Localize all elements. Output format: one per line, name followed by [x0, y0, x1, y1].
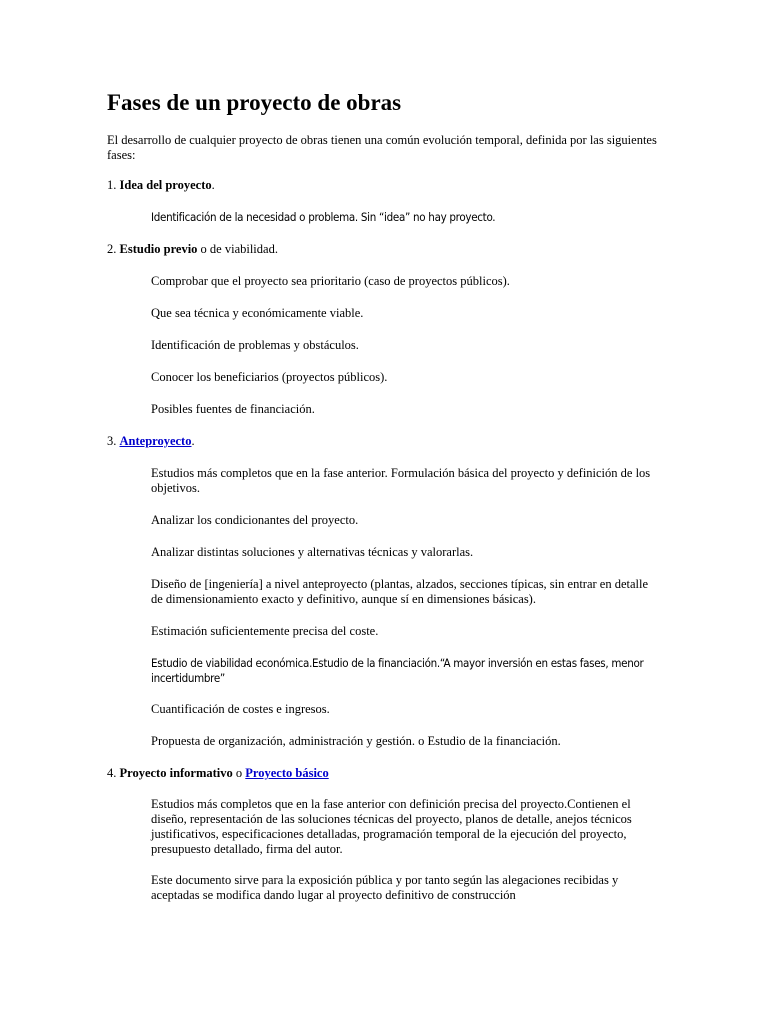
intro-paragraph: El desarrollo de cualquier proyecto de obras tienen una común evolución temporal, definida por las siguientes fases: [107, 133, 657, 162]
phase-3-number: 3. [107, 434, 120, 448]
phase-4-title: Proyecto informativo [119, 766, 233, 780]
phase-3-item: Diseño de [ingeniería] a nivel anteproyecto (plantas, alzados, secciones típicas, sin entrar en detalle de dimensionamiento exacto y definitivo, aunque sí en dimensiones básicas). [151, 577, 649, 606]
phase-3-item: Propuesta de organización, administración y gestión. o Estudio de la financiación. [151, 734, 561, 748]
phase-3-heading [107, 434, 667, 449]
phase-3-item: Analizar los condicionantes del proyecto. [151, 513, 359, 527]
phase-3-item: Estudio de viabilidad económica.Estudio de la financiación.“A mayor inversión en estas fases, menor incertidumbre” [151, 656, 644, 685]
proyecto-basico-link[interactable]: Proyecto básico [245, 766, 329, 780]
phase-2-item: Conocer los beneficiarios (proyectos públicos). [151, 370, 388, 384]
phase-3-item: Cuantificación de costes e ingresos. [151, 702, 330, 716]
phase-1-item: Identificación de la necesidad o problema. Sin “idea” no hay proyecto. [151, 210, 496, 224]
phase-2-item: Identificación de problemas y obstáculos. [151, 338, 359, 352]
phase-2-title: Estudio previo [119, 242, 198, 256]
phase-3-suffix: . [191, 434, 195, 448]
page-title: Fases de un proyecto de obras [107, 90, 402, 115]
anteproyecto-link[interactable]: Anteproyecto [119, 434, 192, 448]
phase-1-suffix: . [211, 178, 215, 192]
phase-4-item: Estudios más completos que en la fase anterior con definición precisa del proyecto.Contienen el diseño, representación de las soluciones técnicas del proyecto, planos de detalle, anejos técnicos justificativos, especificaciones detalladas, programación temporal de la ejecución del proyecto, presupuesto detallado, firma del autor. [151, 797, 632, 856]
phase-4-connector: o [232, 766, 246, 780]
phase-2-number: 2. [107, 242, 120, 256]
phase-4-number: 4. [107, 766, 120, 780]
phase-3-item: Estudios más completos que en la fase anterior. Formulación básica del proyecto y definición de los objetivos. [151, 466, 651, 495]
phase-2-item: Que sea técnica y económicamente viable. [151, 306, 364, 320]
phase-2-item: Posibles fuentes de financiación. [151, 402, 315, 416]
phase-3-item: Estimación suficientemente precisa del coste. [151, 624, 379, 638]
phase-1-heading [107, 178, 667, 193]
phase-1-number: 1. [107, 178, 120, 192]
phase-3-item: Analizar distintas soluciones y alternativas técnicas y valorarlas. [151, 545, 474, 559]
phase-4-heading [107, 766, 667, 781]
phase-4-item: Este documento sirve para la exposición pública y por tanto según las alegaciones recibidas y aceptadas se modifica dando lugar al proyecto definitivo de construcción [151, 873, 619, 902]
phase-1-title: Idea del proyecto [119, 178, 212, 192]
phase-2-heading [107, 242, 667, 257]
phase-2-item: Comprobar que el proyecto sea prioritario (caso de proyectos públicos). [151, 274, 510, 288]
phase-2-suffix: o de viabilidad. [197, 242, 278, 256]
